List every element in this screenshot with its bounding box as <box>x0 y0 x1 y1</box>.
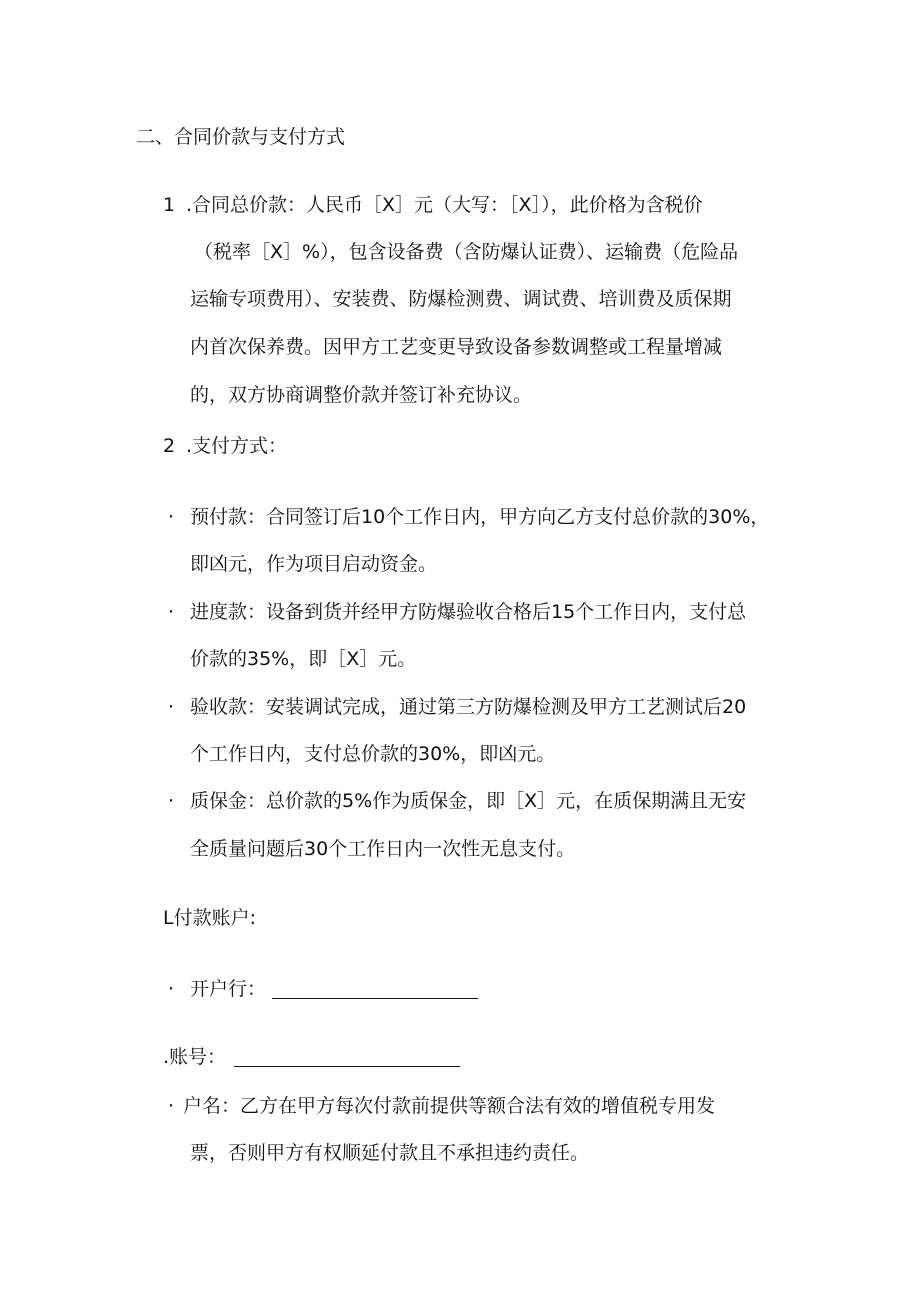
payment-warranty-line-1: 质保金：总价款的5%作为质保金，即［X］元，在质保期满且无安 <box>190 790 747 812</box>
item1-line-2: （税率［X］%），包含设备费（含防爆认证费）、运输费（危险品 <box>194 241 739 263</box>
payment-advance-line-1: 预付款：合同签订后10个工作日内，甲方向乙方支付总价款的30%， <box>190 506 770 528</box>
bank-name-label: 开户行： <box>190 978 267 1000</box>
item2-number: 2 <box>163 435 176 457</box>
payment-acceptance-line-2: 个工作日内，支付总价款的30%，即凶元。 <box>190 743 556 765</box>
item1-line-1: .合同总价款：人民币［X］元（大写：［X］），此价格为含税价 <box>186 194 703 216</box>
payment-warranty-line-2: 全质量问题后30个工作日内一次性无息支付。 <box>190 838 576 860</box>
account-holder-line-2: 票，否则甲方有权顺延付款且不承担违约责任。 <box>190 1142 590 1164</box>
account-number-field[interactable] <box>234 1046 460 1067</box>
payment-advance-line-2: 即凶元，作为项目启动资金。 <box>190 553 438 575</box>
bullet-icon: · <box>168 790 175 812</box>
payment-progress-line-1: 进度款：设备到货并经甲方防爆验收合格后15个工作日内，支付总 <box>190 601 747 623</box>
item1-number: 1 <box>163 194 176 216</box>
account-number-label: .账号： <box>163 1046 227 1068</box>
bullet-icon: · <box>168 506 175 528</box>
account-holder-line-1: 户名：乙方在甲方每次付款前提供等额合法有效的增值税专用发 <box>183 1095 716 1117</box>
payment-acceptance-line-1: 验收款：安装调试完成，通过第三方防爆检测及甲方工艺测试后20 <box>190 696 747 718</box>
bullet-icon: · <box>168 696 175 718</box>
bullet-icon: · <box>168 601 175 623</box>
item1-line-5: 的，双方协商调整价款并签订补充协议。 <box>190 384 533 406</box>
account-heading: L付款账户: <box>163 907 256 929</box>
bank-name-field[interactable] <box>272 978 478 999</box>
bullet-icon: · <box>168 1095 175 1117</box>
section-title: 二、合同价款与支付方式 <box>136 126 346 148</box>
item1-line-4: 内首次保养费。因甲方工艺变更导致设备参数调整或工程量增减 <box>190 336 723 358</box>
item1-line-3: 运输专项费用）、安装费、防爆检测费、调试费、培训费及质保期 <box>190 288 732 310</box>
item2-label: .支付方式： <box>186 435 288 457</box>
payment-progress-line-2: 价款的35%，即［X］元。 <box>190 648 417 670</box>
bullet-icon: · <box>168 978 175 1000</box>
